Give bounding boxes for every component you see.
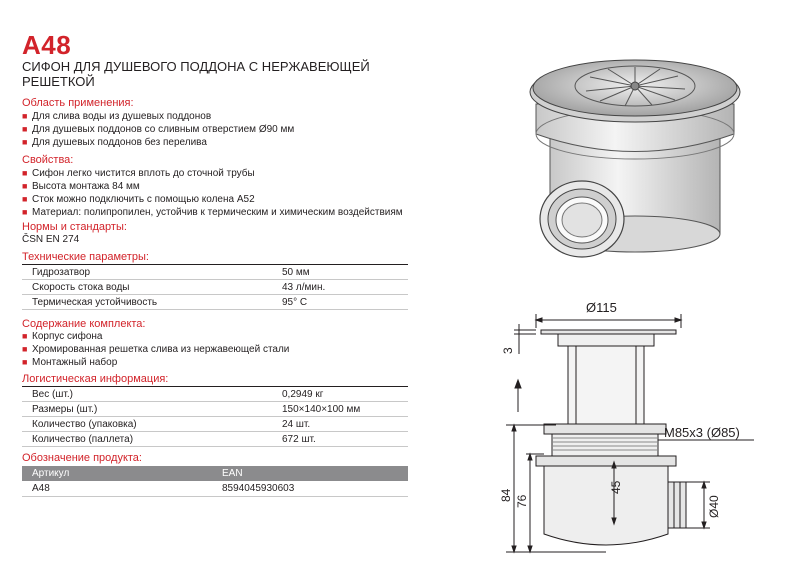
list-item: ■ Материал: полипропилен, устойчив к термическим и химическим воздействиям (22, 207, 403, 218)
product-illustration (520, 34, 760, 274)
designation-heading: Обозначение продукта: (22, 452, 142, 464)
tech-table (22, 265, 408, 310)
dim-outlet: Ø40 (707, 495, 721, 518)
table-row: Вес (шт.) 0,2949 кг (22, 387, 408, 402)
contents-heading: Содержание комплекта: (22, 318, 146, 330)
table-row (22, 481, 408, 497)
list-item: ■ Высота монтажа 84 мм (22, 181, 140, 192)
list-item: ■ Для душевых поддонов без перелива (22, 137, 207, 148)
table-row: Размеры (шт.) 150×140×100 мм (22, 402, 408, 417)
standards-value: ČSN EN 274 (22, 234, 80, 245)
technical-drawing (496, 294, 796, 564)
logistics-heading: Логистическая информация: (22, 373, 169, 385)
table-row: Количество (упаковка) 24 шт. (22, 417, 408, 432)
application-list (22, 110, 294, 149)
tech-heading: Технические параметры: (22, 251, 149, 263)
dim-grate: 3 (501, 347, 515, 354)
table-row: Количество (паллета) 672 шт. (22, 432, 408, 447)
standards-heading: Нормы и стандарты: (22, 221, 127, 233)
contents-list (22, 330, 289, 369)
dim-diameter: Ø115 (586, 300, 617, 315)
article-value: A48 (32, 483, 50, 494)
list-item: ■ Корпус сифона (22, 331, 103, 342)
list-item: ■ Для душевых поддонов со сливным отверстием Ø90 мм (22, 124, 295, 135)
list-item: ■ Сток можно подключить с помощью колена A52 (22, 194, 255, 205)
designation-header (22, 466, 408, 481)
table-row: Термическая устойчивость 95° C (22, 295, 408, 310)
list-item: ■ Хромированная решетка слива из нержавеющей стали (22, 344, 290, 355)
table-row: Скорость стока воды 43 л/мин. (22, 280, 408, 295)
column-header-article: Артикул (32, 468, 70, 479)
dim-height-body: 76 (515, 494, 529, 508)
column-header-ean: EAN (222, 468, 243, 479)
dim-thread: M85x3 (Ø85) (664, 425, 740, 440)
logistics-table (22, 387, 408, 447)
properties-heading: Свойства: (22, 154, 74, 166)
product-code: A48 (22, 30, 72, 60)
properties-list (22, 167, 403, 219)
dim-seal: 45 (609, 480, 623, 494)
list-item: ■ Для слива воды из душевых поддонов (22, 111, 212, 122)
product-title: СИФОН ДЛЯ ДУШЕВОГО ПОДДОНА С НЕРЖАВЕЮЩЕЙ РЕШЕТКОЙ (22, 59, 370, 89)
dim-height-total: 84 (499, 488, 513, 502)
list-item: ■ Сифон легко чистится вплоть до сточной трубы (22, 168, 255, 179)
ean-value: 8594045930603 (222, 483, 295, 494)
list-item: ■ Монтажный набор (22, 357, 118, 368)
table-row: Гидрозатвор 50 мм (22, 265, 408, 280)
application-heading: Область применения: (22, 97, 134, 109)
